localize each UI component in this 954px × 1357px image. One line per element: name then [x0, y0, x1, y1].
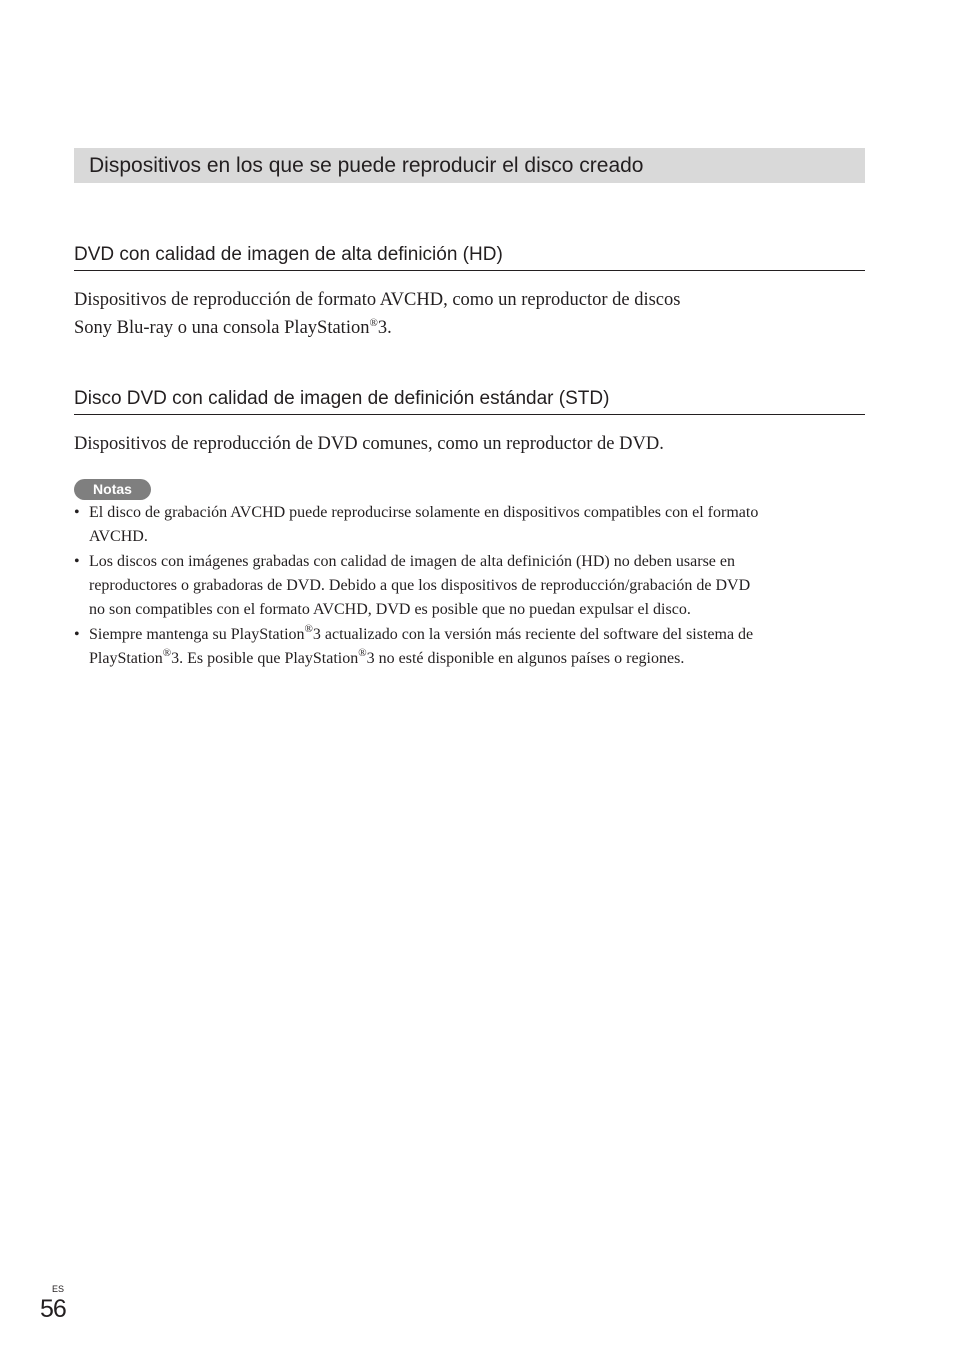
std-description: [74, 430, 865, 458]
note-text: 3. Es posible que PlayStation: [171, 650, 359, 667]
note-item: [74, 501, 874, 549]
note-line: Los discos con imágenes grabadas con calidad de imagen de alta definición (HD) no deben usarse en: [89, 553, 735, 570]
bullet-icon: •: [74, 504, 80, 521]
note-line: AVCHD.: [89, 528, 148, 545]
page-number: 56: [40, 1295, 66, 1323]
hd-text-b: 3.: [377, 318, 392, 338]
note-text: Siempre mantenga su PlayStation: [89, 626, 305, 643]
registered-mark: ®: [162, 647, 172, 659]
note-item: [74, 623, 874, 671]
bullet-icon: •: [74, 553, 80, 570]
note-item: [74, 550, 874, 622]
notes-list: [74, 501, 874, 672]
hd-description: [74, 286, 865, 342]
registered-mark: ®: [358, 647, 367, 659]
page-language: ES: [52, 1284, 65, 1294]
note-line: [89, 623, 874, 647]
std-heading: Disco DVD con calidad de imagen de definición estándar (STD): [74, 387, 865, 415]
note-line: reproductores o grabadoras de DVD. Debido a que los dispositivos de reproducción/grabación de DVD: [89, 577, 751, 594]
notes-badge: Notas: [74, 479, 151, 500]
hd-text-a: Sony Blu-ray o una consola PlayStation: [74, 318, 370, 338]
hd-description-line-1: Dispositivos de reproducción de formato AVCHD, como un reproductor de discos: [74, 290, 681, 310]
note-line: no son compatibles con el formato AVCHD, DVD es posible que no puedan expulsar el disco.: [89, 601, 691, 618]
note-line: [89, 647, 874, 671]
hd-description-line-2: [74, 314, 865, 342]
note-line: El disco de grabación AVCHD puede reproducirse solamente en dispositivos compatibles con el formato: [89, 504, 759, 521]
registered-mark: ®: [369, 317, 378, 329]
note-text: PlayStation: [89, 650, 163, 667]
registered-mark: ®: [304, 623, 313, 635]
hd-heading: DVD con calidad de imagen de alta definición (HD): [74, 243, 865, 271]
note-text: 3 no esté disponible en algunos países o regiones.: [366, 650, 685, 667]
section-title: Dispositivos en los que se puede reproducir el disco creado: [74, 148, 865, 183]
bullet-icon: •: [74, 626, 80, 643]
std-description-line-1: Dispositivos de reproducción de DVD comunes, como un reproductor de DVD.: [74, 434, 664, 454]
note-text: 3 actualizado con la versión más reciente del software del sistema de: [312, 626, 754, 643]
